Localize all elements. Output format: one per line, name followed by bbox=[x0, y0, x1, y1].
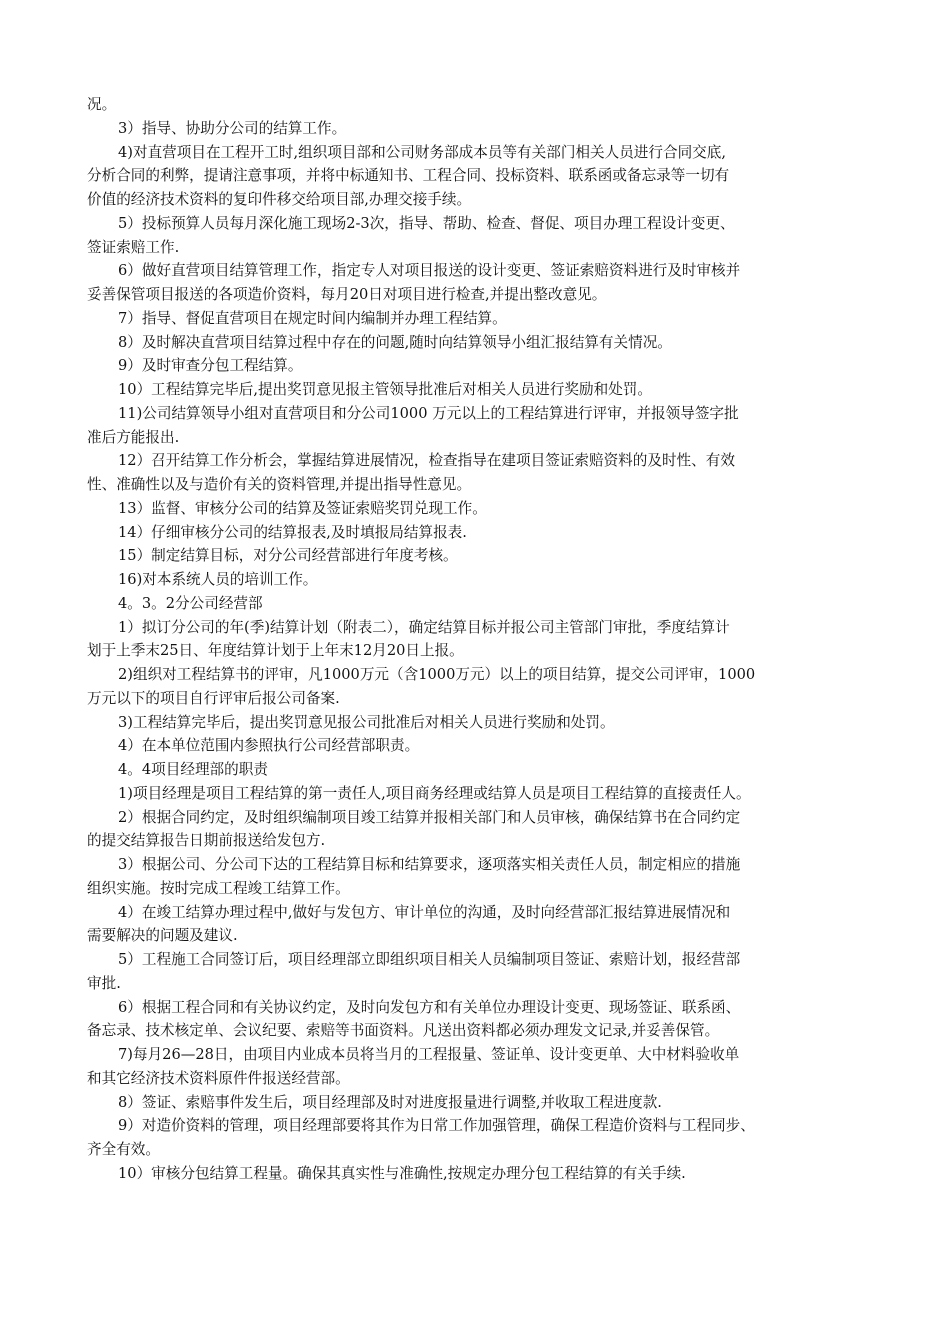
text-line: 况。 bbox=[87, 96, 117, 113]
text-line: 10）审核分包结算工程量。确保其真实性与准确性,按规定办理分包工程结算的有关手续. bbox=[118, 1164, 686, 1182]
text-line: 准后方能报出. bbox=[87, 428, 180, 446]
text-line: 2）根据合同约定，及时组织编制项目竣工结算并报相关部门和人员审核，确保结算书在合同约定 bbox=[118, 808, 741, 826]
text-line: 3）指导、协助分公司的结算工作。 bbox=[118, 119, 347, 137]
text-line: 9）及时审查分包工程结算。 bbox=[118, 357, 303, 375]
text-line: 的提交结算报告日期前报送给发包方. bbox=[87, 832, 326, 850]
text-line: 13）监督、审核分公司的结算及签证索赔奖罚兑现工作。 bbox=[118, 499, 487, 517]
text-line: 4。4项目经理部的职责 bbox=[118, 761, 268, 778]
text-line: 16)对本系统人员的培训工作。 bbox=[118, 571, 318, 588]
text-line: 8）及时解决直营项目结算过程中存在的问题,随时向结算领导小组汇报结算有关情况。 bbox=[118, 333, 672, 351]
text-line: 3)工程结算完毕后，提出奖罚意见报公司批准后对相关人员进行奖励和处罚。 bbox=[118, 713, 615, 731]
text-line: 和其它经济技术资料原件件报送经营部。 bbox=[87, 1069, 350, 1087]
text-line: 14）仔细审核分公司的结算报表,及时填报局结算报表. bbox=[118, 523, 467, 541]
text-line: 需要解决的问题及建议. bbox=[87, 927, 238, 945]
text-line: 5）投标预算人员每月深化施工现场2-3次，指导、帮助、检查、督促、项目办理工程设计变更、 bbox=[118, 214, 735, 232]
text-line: 妥善保管项目报送的各项造价资料，每月20日对项目进行检查,并提出整改意见。 bbox=[87, 286, 607, 303]
document-page bbox=[87, 93, 847, 1186]
text-line: 9）对造价资料的管理，项目经理部要将其作为日常工作加强管理，确保工程造价资料与工程同步、 bbox=[118, 1117, 755, 1135]
text-line: 签证索赔工作. bbox=[87, 238, 180, 256]
text-line: 7)每月26—28日，由项目内业成本员将当月的工程报量、签证单、设计变更单、大中材料验收单 bbox=[118, 1046, 740, 1063]
text-line: 10）工程结算完毕后,提出奖罚意见报主管领导批准后对相关人员进行奖励和处罚。 bbox=[118, 381, 652, 398]
text-line: 6）根据工程合同和有关协议约定，及时向发包方和有关单位办理设计变更、现场签证、联系函、 bbox=[118, 998, 741, 1016]
text-line: 5）工程施工合同签订后，项目经理部立即组织项目相关人员编制项目签证、索赔计划，报经营部 bbox=[118, 951, 741, 968]
text-line: 7）指导、督促直营项目在规定时间内编制并办理工程结算。 bbox=[118, 309, 507, 327]
text-line: 4。3。2分公司经营部 bbox=[118, 594, 263, 612]
text-line: 划于上季末25日、年度结算计划于上年末12月20日上报。 bbox=[87, 642, 464, 660]
text-line: 1)项目经理是项目工程结算的第一责任人,项目商务经理或结算人员是项目工程结算的直接责任人。 bbox=[118, 784, 751, 802]
text-line: 审批. bbox=[87, 974, 121, 992]
text-line: 6）做好直营项目结算管理工作，指定专人对项目报送的设计变更、签证索赔资料进行及时审核并 bbox=[118, 262, 741, 280]
text-line: 12）召开结算工作分析会，掌握结算进展情况，检查指导在建项目签证索赔资料的及时性、有效 bbox=[118, 452, 735, 470]
text-line: 组织实施。按时完成工程竣工结算工作。 bbox=[87, 879, 350, 897]
text-line: 4）在竣工结算办理过程中,做好与发包方、审计单位的沟通，及时向经营部汇报结算进展情况和 bbox=[118, 903, 731, 921]
text-line: 3）根据公司、分公司下达的工程结算目标和结算要求，逐项落实相关责任人员，制定相应的措施 bbox=[118, 856, 741, 873]
text-line: 性、准确性以及与造价有关的资料管理,并提出指导性意见。 bbox=[87, 476, 472, 493]
text-line: 8）签证、索赔事件发生后，项目经理部及时对进度报量进行调整,并收取工程进度款. bbox=[118, 1093, 662, 1111]
text-line: 价值的经济技术资料的复印件移交给项目部,办理交接手续。 bbox=[87, 191, 472, 208]
text-line: 万元以下的项目自行评审后报公司备案. bbox=[87, 689, 340, 707]
text-line: 齐全有效。 bbox=[87, 1141, 160, 1158]
text-line: 11)公司结算领导小组对直营项目和分公司1000 万元以上的工程结算进行评审，并报领导签字批 bbox=[118, 404, 739, 422]
text-line: 2)组织对工程结算书的评审，凡1000万元（含1000万元）以上的项目结算，提交公司评审，1000 bbox=[118, 666, 756, 683]
text-line: 1）拟订分公司的年(季)结算计划（附表二），确定结算目标并报公司主管部门审批，季度结算计 bbox=[118, 618, 730, 636]
text-line: 15）制定结算目标，对分公司经营部进行年度考核。 bbox=[118, 547, 458, 565]
text-line: 分析合同的利弊，提请注意事项，并将中标通知书、工程合同、投标资料、联系函或备忘录等一切有 bbox=[87, 167, 730, 185]
text-line: 4）在本单位范围内参照执行公司经营部职责。 bbox=[118, 737, 420, 755]
text-line: 4)对直营项目在工程开工时,组织项目部和公司财务部成本员等有关部门相关人员进行合同交底, bbox=[118, 143, 727, 161]
text-line: 备忘录、技术核定单、会议纪要、索赔等书面资料。凡送出资料都必须办理发文记录,并妥善保管。 bbox=[87, 1022, 720, 1040]
